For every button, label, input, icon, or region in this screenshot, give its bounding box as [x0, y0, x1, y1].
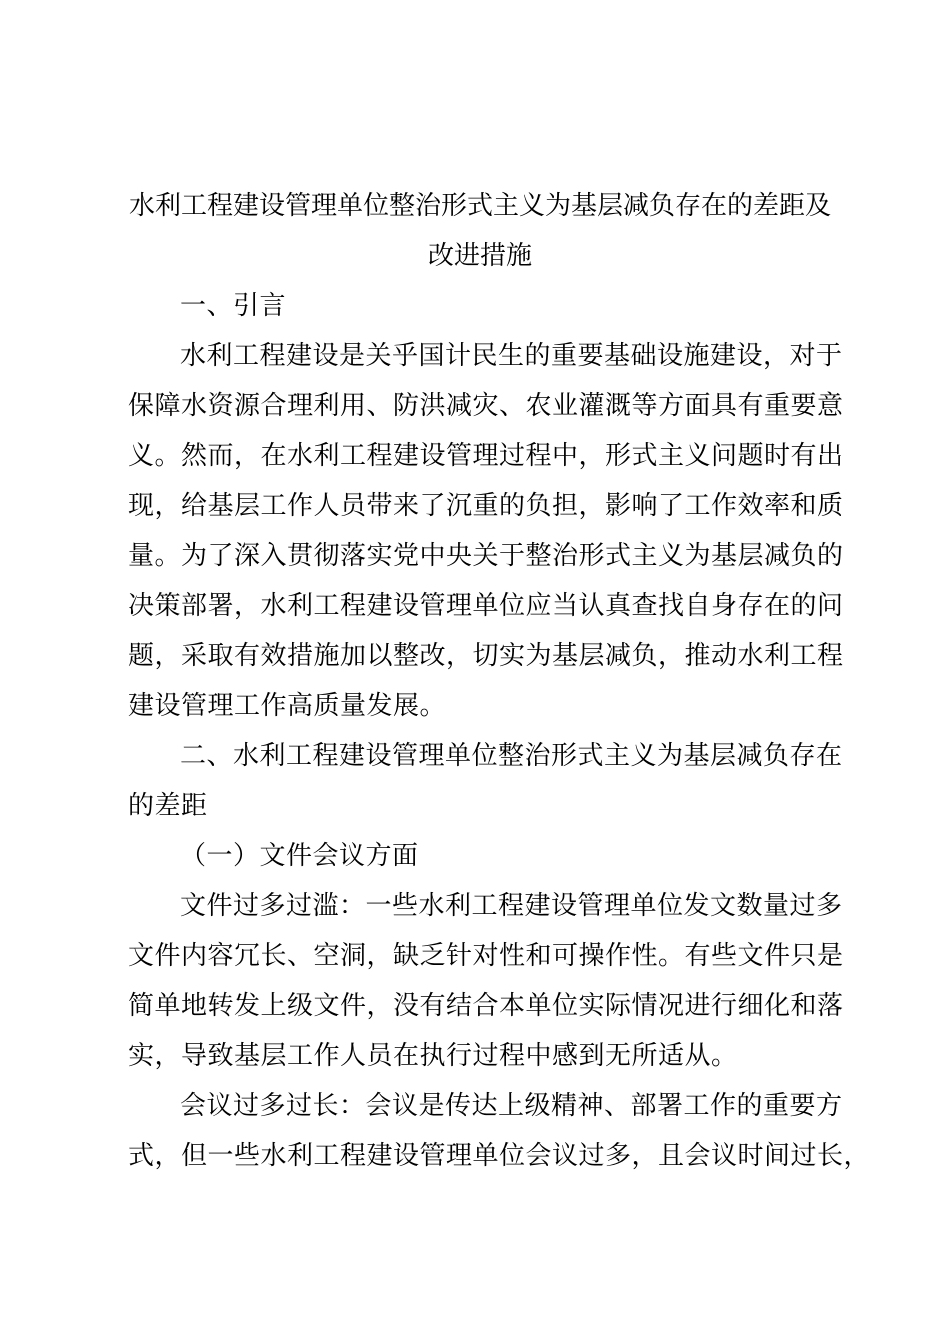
paragraph-line: 会议过多过长：会议是传达上级精神、部署工作的重要方	[180, 1091, 843, 1121]
section-heading-gaps: 二、水利工程建设管理单位整治形式主义为基层减负存在	[180, 741, 843, 771]
paragraph-line: 决策部署，水利工程建设管理单位应当认真查找自身存在的问	[128, 591, 844, 621]
paragraph-line: 义。然而，在水利工程建设管理过程中，形式主义问题时有出	[128, 441, 844, 471]
paragraph-line: 现，给基层工作人员带来了沉重的负担，影响了工作效率和质	[128, 491, 844, 521]
paragraph-line: 简单地转发上级文件，没有结合本单位实际情况进行细化和落	[128, 991, 844, 1021]
paragraph-line: 文件过多过滥：一些水利工程建设管理单位发文数量过多	[180, 891, 843, 921]
paragraph-line: 水利工程建设是关乎国计民生的重要基础设施建设，对于	[180, 341, 843, 371]
subsection-heading-documents-meetings: （一）文件会议方面	[180, 841, 419, 871]
paragraph-line: 题，采取有效措施加以整改，切实为基层减负，推动水利工程	[128, 641, 844, 671]
document-title-line-1: 水利工程建设管理单位整治形式主义为基层减负存在的差距及	[128, 191, 831, 221]
document-title-line-2: 改进措施	[427, 241, 532, 271]
paragraph-line: 保障水资源合理利用、防洪减灾、农业灌溉等方面具有重要意	[128, 391, 844, 421]
paragraph-line: 量。为了深入贯彻落实党中央关于整治形式主义为基层减负的	[128, 541, 844, 571]
paragraph-line: 式，但一些水利工程建设管理单位会议过多，且会议时间过长，	[128, 1141, 871, 1171]
paragraph-line: 建设管理工作高质量发展。	[128, 691, 447, 721]
paragraph-line: 文件内容冗长、空洞，缺乏针对性和可操作性。有些文件只是	[128, 941, 844, 971]
paragraph-line: 实，导致基层工作人员在执行过程中感到无所适从。	[128, 1041, 738, 1071]
section-heading-gaps-continued: 的差距	[128, 791, 208, 821]
section-heading-introduction: 一、引言	[180, 291, 287, 321]
